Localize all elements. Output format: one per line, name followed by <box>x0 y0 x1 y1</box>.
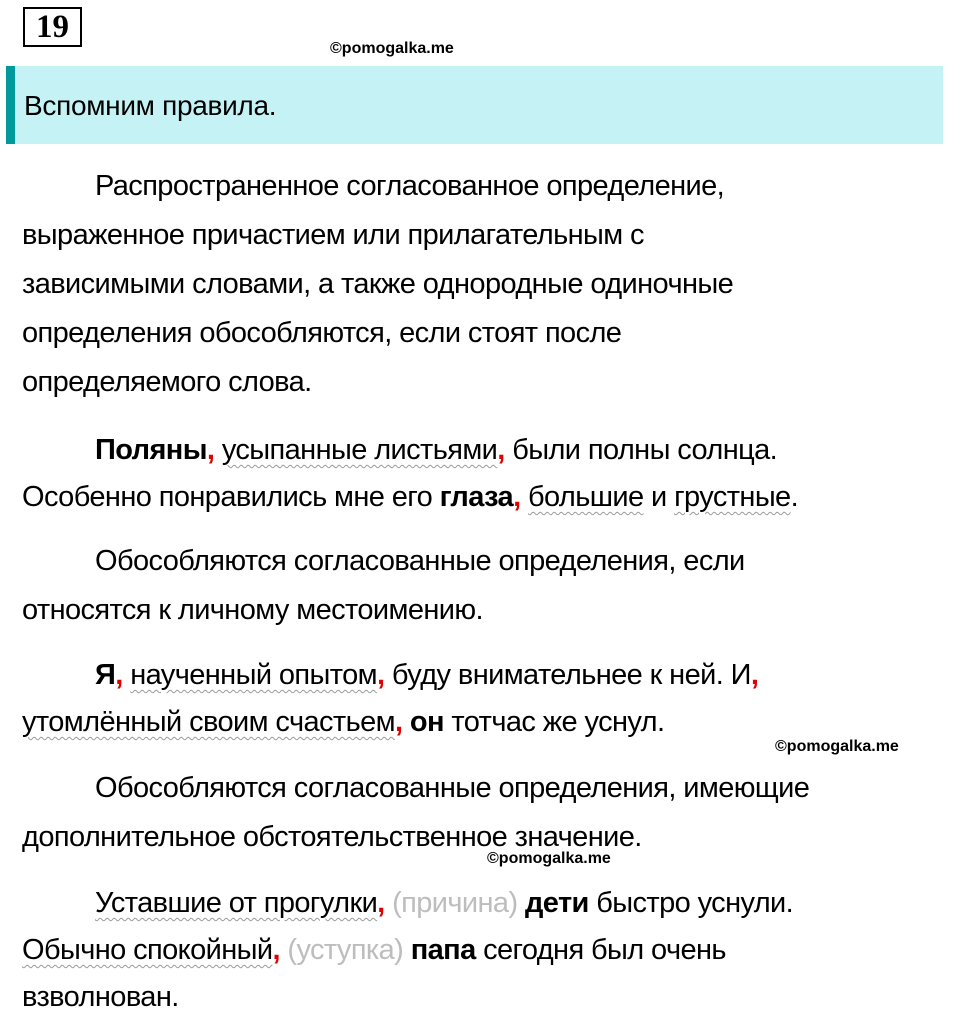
participial-phrase: наученный опытом <box>130 659 377 691</box>
example-text: . <box>790 481 799 513</box>
space <box>521 481 528 513</box>
rule-line: Обособляются согласованные определения, если <box>95 545 745 577</box>
defined-noun: дети <box>524 887 589 919</box>
example-text: и <box>643 481 675 513</box>
rule-paragraph-2 <box>22 537 947 635</box>
highlight-comma: , <box>377 887 385 919</box>
participial-phrase: усыпанные листьями <box>221 434 498 466</box>
rule-line: определения обособляются, если стоят после <box>22 317 622 349</box>
example-text: были полны солнца. <box>504 434 778 466</box>
participial-phrase: Уставшие от прогулки <box>95 887 378 919</box>
example-text: тотчас же уснул. <box>443 706 665 738</box>
rule-line: дополнительное обстоятельственное значение. <box>22 821 642 853</box>
example-line <box>22 474 947 521</box>
highlight-comma: , <box>376 659 385 691</box>
task-number-box: 19 <box>23 7 82 47</box>
watermark-bottom: ©pomogalka.me <box>487 850 611 867</box>
defined-noun: папа <box>410 934 476 966</box>
highlight-comma: , <box>272 934 280 966</box>
defined-noun: глаза <box>439 481 514 513</box>
example-line <box>22 652 947 699</box>
example-text: быстро уснули. <box>588 887 794 919</box>
highlight-comma: , <box>513 481 521 513</box>
meaning-hint: (причина) <box>392 887 518 919</box>
adjective: большие <box>528 481 644 513</box>
space <box>518 887 525 919</box>
example-line <box>22 880 947 927</box>
section-banner <box>6 66 943 144</box>
personal-pronoun: Я <box>95 659 116 691</box>
space <box>403 934 410 966</box>
highlight-comma: , <box>394 706 403 738</box>
personal-pronoun: он <box>409 706 444 738</box>
highlight-comma: , <box>497 434 505 466</box>
example-line: взволнован. <box>22 981 179 1013</box>
example-paragraph-3 <box>22 880 947 1021</box>
highlight-comma: , <box>115 659 123 691</box>
banner-accent-bar <box>6 66 15 144</box>
rule-line: Распространенное согласованное определение, <box>95 170 725 202</box>
adjective: грустные <box>674 481 791 513</box>
example-line <box>22 427 947 474</box>
participial-phrase: утомлённый своим счастьем <box>22 706 395 738</box>
meaning-hint: (уступка) <box>287 934 404 966</box>
space <box>385 887 392 919</box>
space <box>214 434 221 466</box>
highlight-comma: , <box>206 434 215 466</box>
watermark-middle: ©pomogalka.me <box>775 738 899 755</box>
watermark-top: ©pomogalka.me <box>330 40 454 57</box>
rule-line: Обособляются согласованные определения, имеющие <box>95 772 810 804</box>
example-paragraph-1 <box>22 427 947 521</box>
rule-line: зависимыми словами, а также однородные одиночные <box>22 268 734 300</box>
example-paragraph-2 <box>22 652 947 746</box>
rule-paragraph-3 <box>22 764 947 862</box>
rule-line: относятся к личному местоимению. <box>22 594 484 626</box>
example-text: буду внимательнее к ней. И <box>384 659 751 691</box>
example-text: Особенно понравились мне его <box>22 481 440 513</box>
defined-noun: Поляны <box>95 434 207 466</box>
highlight-comma: , <box>750 659 759 691</box>
rule-paragraph-1 <box>22 162 947 407</box>
adjective-phrase: Обычно спокойный <box>22 934 273 966</box>
banner-title: Вспомним правила. <box>24 90 277 121</box>
rule-line: выраженное причастием или прилагательным с <box>22 219 644 251</box>
example-text: сегодня был очень <box>475 934 726 966</box>
example-line <box>22 927 947 974</box>
rule-line: определяемого слова. <box>22 366 312 398</box>
space <box>402 706 409 738</box>
